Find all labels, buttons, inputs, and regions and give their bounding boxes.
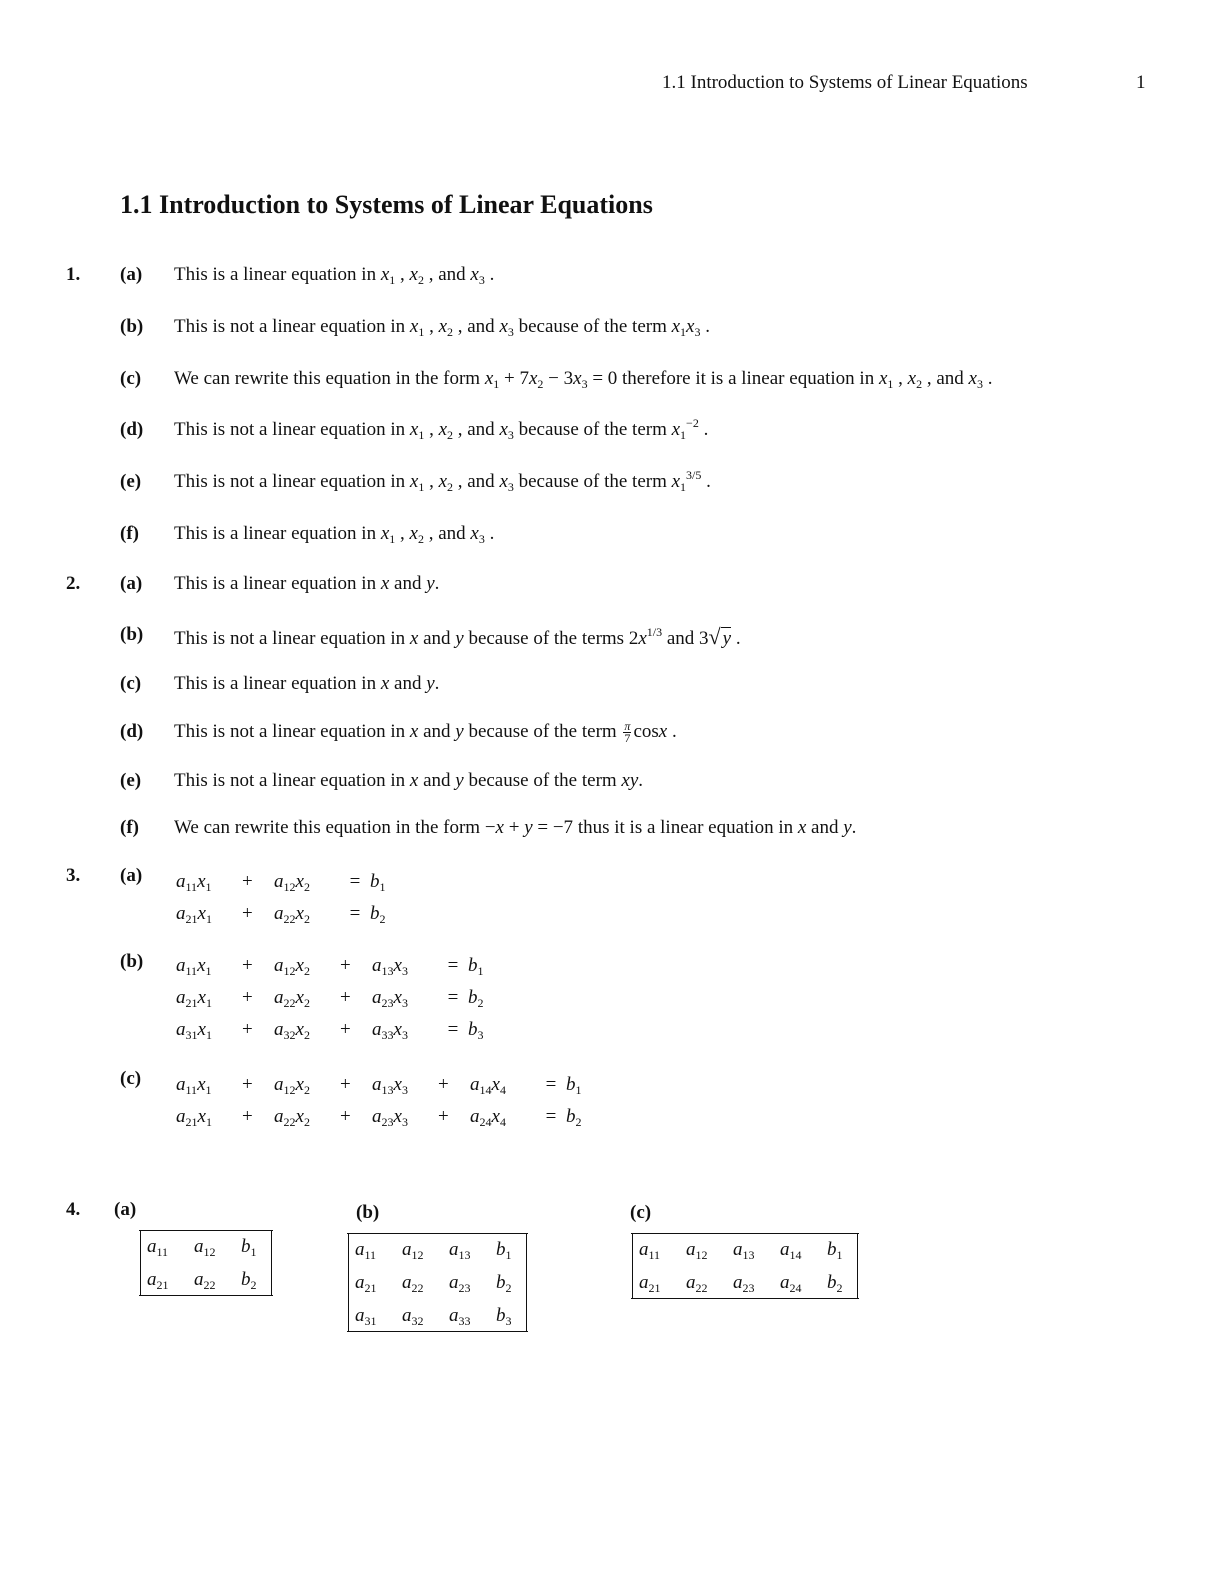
q4-a-matrix: $a_{11}$ $a_{12}$ $b_1$ $a_{21}$ $a_{22}$ $b_2$: [140, 1230, 272, 1296]
q1-b-text: This is not a linear equation in $x_1$ , $x_2$ , and $x_3$ because of the term $x_1x_3$ .: [174, 316, 710, 339]
page-number: 1: [1136, 72, 1146, 93]
q4-c-matrix: $a_{11}$ $a_{12}$ $a_{13}$ $a_{14}$ $b_1$ $a_{21}$ $a_{22}$ $a_{23}$ $a_{24}$ $b_2$: [632, 1233, 858, 1299]
q1-e-text: This is not a linear equation in $x_1$ , $x_2$ , and $x_3$ because of the term $x_1^{3/5}$ .: [174, 468, 711, 494]
q1-d-text: This is not a linear equation in $x_1$ , $x_2$ , and $x_3$ because of the term $x_1^{-2}$ .: [174, 416, 709, 442]
running-head: 1.1 Introduction to Systems of Linear Equations: [662, 72, 1028, 93]
q2-b-text: This is not a linear equation in x and y because of the terms $2x^{1/3}$ and 3√ y .: [174, 624, 741, 649]
q2-e-label: (e): [120, 770, 142, 791]
q2-b-label: (b): [120, 624, 144, 645]
q1-d-label: (d): [120, 419, 144, 440]
q3-b-system: $a_{11}x_1$ + $a_{12}x_2$ + $a_{13}x_3$ = $b_1$ $a_{21}x_1$ + $a_{22}x_2$ + $a_{23}x_3$ = $b_2$ $a_{31}x_1$ + $a_{32}x_2$ + $a_{33}x_3$ = $b_3$: [176, 955, 484, 1042]
q2-f-label: (f): [120, 817, 139, 838]
q1-a-text: This is a linear equation in $x_1$ , $x_2$ , and $x_3$ .: [174, 264, 495, 287]
question-number-2: 2.: [66, 573, 81, 594]
q2-d-text: This is not a linear equation in x and y because of the term $\frac{\pi}{7}$ cosx .: [174, 719, 677, 746]
q1-f-text: This is a linear equation in $x_1$ , $x_2$ , and $x_3$ .: [174, 523, 495, 546]
q1-c-text: We can rewrite this equation in the form $x_1 + 7x_2 - 3x_3 = 0$ therefore it is a linear equation in $x_1$ , $x_2$ , and $x_3$ .: [174, 368, 993, 391]
question-number-1: 1.: [66, 264, 81, 285]
q2-e-text: This is not a linear equation in x and y because of the term xy.: [174, 770, 644, 791]
q3-c-system: $a_{11}x_1$ + $a_{12}x_2$ + $a_{13}x_3$ + $a_{14}x_4$ = $b_1$ $a_{21}x_1$ + $a_{22}x_2$ + $a_{23}x_3$ + $a_{24}x_4$ = $b_2$: [176, 1074, 582, 1129]
q1-b-label: (b): [120, 316, 144, 337]
question-number-3: 3.: [66, 865, 81, 886]
q1-c-label: (c): [120, 368, 142, 389]
q2-d-label: (d): [120, 721, 144, 742]
q4-b-matrix: $a_{11}$ $a_{12}$ $a_{13}$ $b_1$ $a_{21}$ $a_{22}$ $a_{23}$ $b_2$ $a_{31}$ $a_{32}$ $a_{33}$ $b_3$: [348, 1233, 527, 1332]
q4-b-label: (b): [356, 1202, 380, 1223]
q4-c-label: (c): [630, 1202, 652, 1223]
q3-a-system: $a_{11}x_1$ + $a_{12}x_2$ = $b_1$ $a_{21}x_1$ + $a_{22}x_2$ = $b_2$: [176, 871, 386, 926]
section-title: 1.1 Introduction to Systems of Linear Equations: [120, 190, 653, 219]
question-number-4: 4.: [66, 1199, 81, 1220]
q3-a-label: (a): [120, 865, 143, 886]
q1-a-label: (a): [120, 264, 143, 285]
q2-a-label: (a): [120, 573, 143, 594]
q2-f-text: We can rewrite this equation in the form −x + y = −7 thus it is a linear equation in x and y.: [174, 817, 857, 838]
q1-f-label: (f): [120, 523, 139, 544]
q3-b-label: (b): [120, 951, 144, 972]
q4-a-label: (a): [114, 1199, 137, 1220]
q2-c-label: (c): [120, 673, 142, 694]
q2-c-text: This is a linear equation in x and y.: [174, 673, 440, 694]
q2-a-text: This is a linear equation in x and y.: [174, 573, 440, 594]
q1-e-label: (e): [120, 471, 142, 492]
q3-c-label: (c): [120, 1068, 142, 1089]
